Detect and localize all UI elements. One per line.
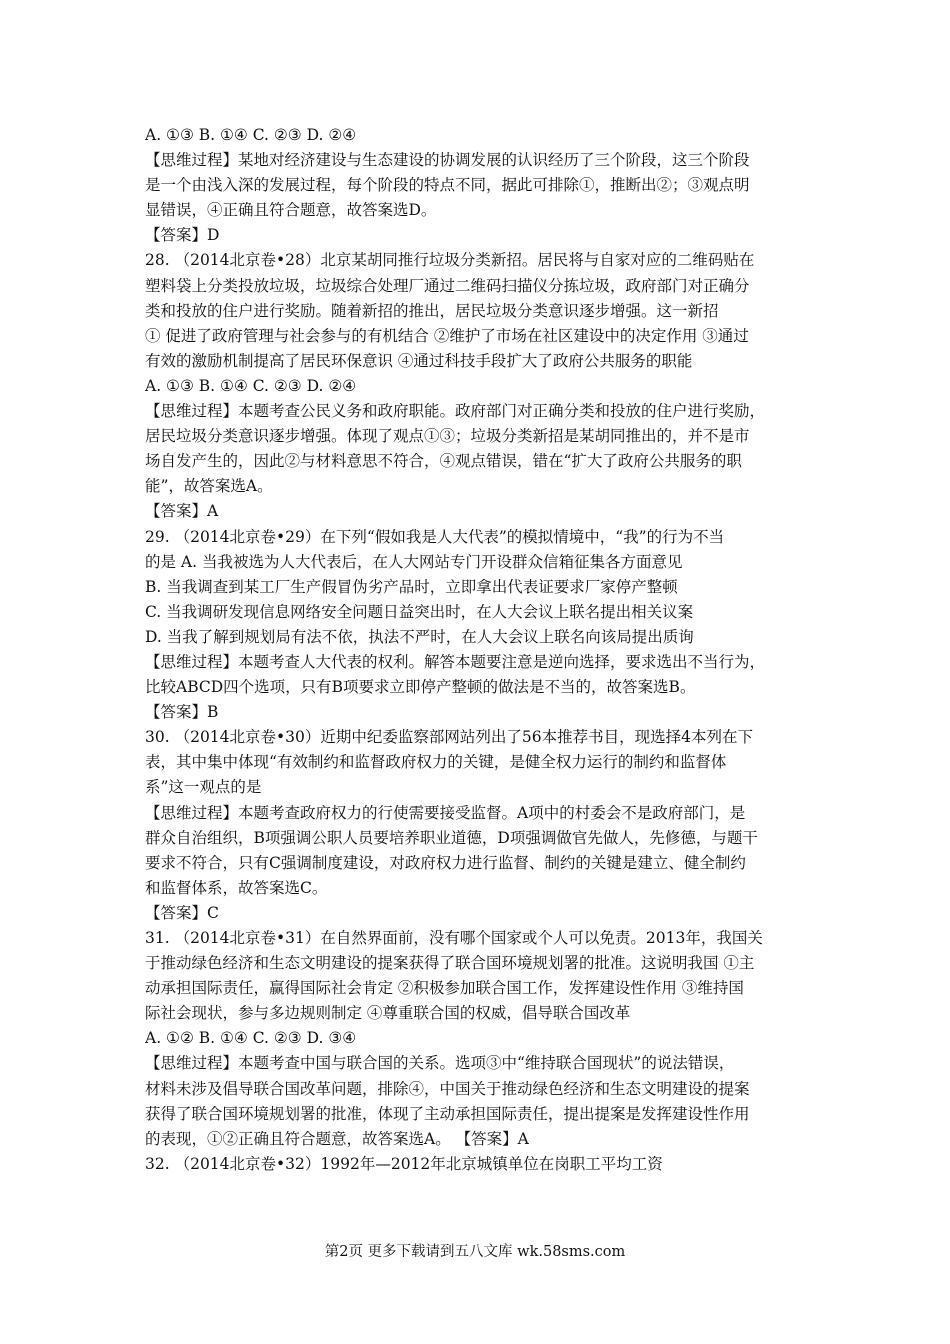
text-line: 于推动绿色经济和生态文明建设的提案获得了联合国环境规划署的批准。这说明我国 ①主 (145, 954, 755, 973)
text-line: 际社会现状，参与多边规则制定 ④尊重联合国的权威，倡导联合国改革 (145, 1004, 631, 1023)
text-line: 比较ABCD四个选项，只有B项要求立即停产整顿的做法是不当的，故答案选B。 (145, 678, 696, 697)
text-line: 的表现，①②正确且符合题意，故答案选A。 【答案】A (145, 1129, 529, 1148)
text-line: 类和投放的住户进行奖励。随着新招的推出，居民垃圾分类意识逐步增强。这一新招 (145, 301, 719, 320)
text-line: 是一个由浅入深的发展过程，每个阶段的特点不同，据此可排除①，推断出②；③观点明 (145, 176, 750, 195)
text-line: 获得了联合国环境规划署的批准，体现了主动承担国际责任，提出提案是发挥建设性作用 (145, 1104, 750, 1123)
text-line: 材料未涉及倡导联合国改革问题，排除④，中国关于推动绿色经济和生态文明建设的提案 (145, 1079, 750, 1098)
text-line: 场自发产生的，因此②与材料意思不符合，④观点错误，错在“扩大了政府公共服务的职 (145, 452, 742, 471)
text-line: 显错误，④正确且符合题意，故答案选D。 (145, 201, 437, 220)
text-line: 30. （2014北京卷•30）近期中纪委监察部网站列出了56本推荐书目，现选择4本列在下 (145, 728, 753, 747)
text-line: 动承担国际责任，赢得国际社会肯定 ②积极参加联合国工作，发挥建设性作用 ③维持国 (145, 979, 744, 998)
text-line: 能”，故答案选A。 (145, 477, 273, 496)
text-line: 和监督体系，故答案选C。 (145, 878, 328, 897)
text-line: 【答案】B (145, 703, 219, 722)
text-line: 【思维过程】本题考查中国与联合国的关系。选项③中“维持联合国现状”的说法错误， (145, 1054, 735, 1073)
text-line: 塑料袋上分类投放垃圾，垃圾综合处理厂通过二维码扫描仪分拣垃圾，政府部门对正确分 (145, 276, 750, 295)
text-line: B. 当我调查到某工厂生产假冒伪劣产品时，立即拿出代表证要求厂家停产整顿 (145, 577, 678, 596)
text-line: C. 当我调研发现信息网络安全问题日益突出时，在人大会议上联名提出相关议案 (145, 602, 694, 621)
document-body (145, 123, 825, 1177)
text-line: ① 促进了政府管理与社会参与的有机结合 ②维护了市场在社区建设中的决定作用 ③通过 (145, 326, 749, 345)
text-line: A. ①③ B. ①④ C. ②③ D. ②④ (145, 126, 357, 144)
text-line: 群众自治组织，B项强调公职人员要培养职业道德，D项强调做官先做人，先修德，与题干 (145, 828, 758, 847)
text-line: 的是 A. 当我被选为人大代表后，在人大网站专门开设群众信箱征集各方面意见 (145, 552, 683, 571)
text-line: 【思维过程】本题考查人大代表的权利。解答本题要注意是逆向选择，要求选出不当行为， (145, 652, 766, 671)
text-line: A. ①② B. ①④ C. ②③ D. ③④ (145, 1029, 357, 1048)
text-line: 系”这一观点的是 (145, 778, 262, 797)
text-line: 【答案】D (145, 226, 220, 245)
text-line: 要求不符合，只有C强调制度建设，对政府权力进行监督、制约的关键是建立、健全制约 (145, 853, 746, 872)
text-line: 29. （2014北京卷•29）在下列“假如我是人大代表”的模拟情境中，“我”的行为不当 (145, 527, 725, 546)
text-line: A. ①③ B. ①④ C. ②③ D. ②④ (145, 376, 357, 395)
text-line: 有效的激励机制提高了居民环保意识 ④通过科技手段扩大了政府公共服务的职能 (145, 351, 693, 370)
page-footer: 第2页 更多下载请到五八文库 wk.58sms.com (324, 1244, 626, 1260)
text-line: 【思维过程】本题考查政府权力的行使需要接受监督。A项中的村委会不是政府部门，是 (145, 803, 746, 822)
text-line: 32. （2014北京卷•32）1992年—2012年北京城镇单位在岗职工平均工资 (145, 1154, 663, 1173)
text-line: 【答案】A (145, 502, 219, 521)
text-line: 【答案】C (145, 903, 219, 922)
text-line: 表，其中集中体现“有效制约和监督政府权力的关键，是健全权力运行的制约和监督体 (145, 753, 727, 772)
text-line: D. 当我了解到规划局有法不依，执法不严时，在人大会议上联名向该局提出质询 (145, 627, 694, 646)
text-line: 【思维过程】某地对经济建设与生态建设的协调发展的认识经历了三个阶段，这三个阶段 (145, 151, 750, 170)
text-line: 居民垃圾分类意识逐步增强。体现了观点①③；垃圾分类新招是某胡同推出的，并不是市 (145, 427, 750, 446)
text-line: 28. （2014北京卷•28）北京某胡同推行垃圾分类新招。居民将与自家对应的二维码贴在 (145, 251, 755, 270)
text-line: 【思维过程】本题考查公民义务和政府职能。政府部门对正确分类和投放的住户进行奖励， (145, 402, 766, 421)
text-line: 31. （2014北京卷•31）在自然界面前，没有哪个国家或个人可以免责。2013年，我国关 (145, 929, 763, 947)
